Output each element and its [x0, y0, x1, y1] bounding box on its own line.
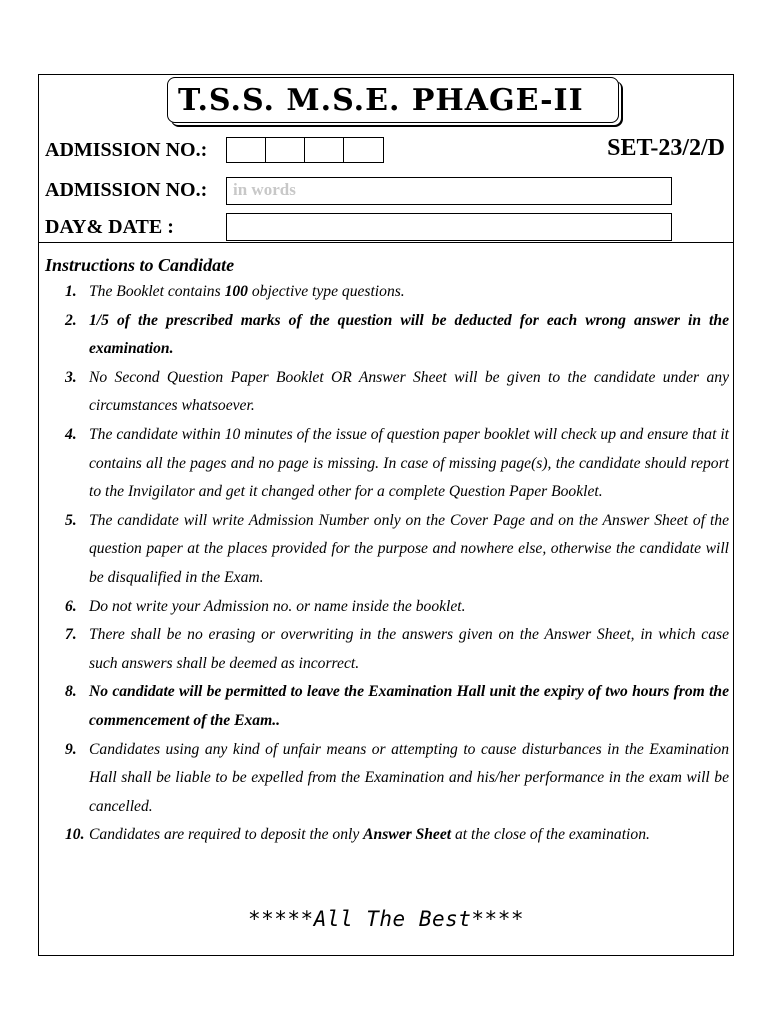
admission-words-placeholder: in words — [233, 180, 296, 199]
title-box — [167, 77, 619, 123]
item-number: 7. — [65, 626, 77, 644]
item-text: The candidate will write Admission Number only on the Cover Page and on the Answer Sheet of the question paper at the places provided for the purpose and nowhere else, otherwise the candidate will be disqualified in the Exam. — [89, 511, 729, 586]
admission-digit-box[interactable] — [305, 138, 344, 162]
item-number: 3. — [65, 368, 77, 386]
list-item — [65, 593, 729, 622]
cover-sheet — [38, 74, 734, 956]
item-number: 1. — [65, 283, 77, 300]
instructions-title: Instructions to Candidate — [45, 255, 235, 275]
item-text: No Second Question Paper Booklet OR Answer Sheet will be given to the candidate under any circumstances whatsoever. — [89, 368, 729, 415]
instructions-list — [65, 278, 729, 850]
list-item — [65, 364, 729, 421]
list-item — [65, 421, 729, 507]
item-text: The Booklet contains — [89, 283, 225, 300]
item-text: No candidate will be permitted to leave the Examination Hall unit the expiry of two hours from the commencement of the Exam.. — [89, 683, 729, 729]
admission-no-label: ADMISSION NO.: — [45, 139, 208, 161]
item-text: 1/5 of the prescribed marks of the question will be deducted for each wrong answer in the examination. — [89, 311, 729, 358]
list-item — [65, 278, 729, 307]
list-item — [65, 678, 729, 735]
admission-no-boxes[interactable] — [226, 137, 384, 163]
list-item — [65, 507, 729, 593]
list-item — [65, 736, 729, 822]
item-text: objective type questions. — [247, 283, 405, 300]
set-code: SET-23/2/D — [607, 135, 725, 161]
item-text: at the close of the examination. — [451, 826, 650, 844]
item-number: 9. — [65, 740, 77, 758]
day-date-field[interactable] — [226, 213, 672, 241]
item-number: 5. — [65, 511, 77, 529]
item-text: Candidates using any kind of unfair means or attempting to cause disturbances in the Examination Hall shall be liable to be expelled from the Examination and his/her performance in the exam will be cancelled. — [89, 740, 729, 815]
item-text: Do not write your Admission no. or name inside the booklet. — [89, 597, 466, 615]
item-number: 2. — [65, 311, 77, 329]
divider — [39, 242, 733, 243]
day-date-label: DAY& DATE : — [45, 216, 174, 238]
item-number: 4. — [65, 425, 77, 443]
item-number: 8. — [65, 683, 77, 701]
item-number: 6. — [65, 597, 77, 615]
list-item — [65, 307, 729, 364]
item-bold-text: 100 — [224, 283, 248, 300]
page-title: T.S.S. M.S.E. PHAGE-II — [178, 83, 584, 118]
item-text: There shall be no erasing or overwriting in the answers given on the Answer Sheet, in which case such answers shall be deemed as incorrect. — [89, 626, 729, 672]
item-text: Candidates are required to deposit the only — [89, 826, 364, 844]
admission-words-label: ADMISSION NO.: — [45, 179, 208, 201]
list-item — [65, 821, 729, 850]
admission-digit-box[interactable] — [344, 138, 383, 162]
item-bold-text: Answer Sheet — [363, 826, 452, 844]
item-number: 10. — [65, 826, 85, 844]
admission-digit-box[interactable] — [266, 138, 305, 162]
admission-digit-box[interactable] — [227, 138, 266, 162]
admission-words-field[interactable] — [226, 177, 672, 205]
closing-message: *****All The Best**** — [247, 907, 524, 931]
item-text: The candidate within 10 minutes of the issue of question paper booklet will check up and ensure that it contains all the pages and no page is missing. In case of missing page(s), the candidate should report to the Invigilator and get it changed other for a complete Question Paper Booklet. — [89, 425, 729, 501]
list-item — [65, 621, 729, 678]
